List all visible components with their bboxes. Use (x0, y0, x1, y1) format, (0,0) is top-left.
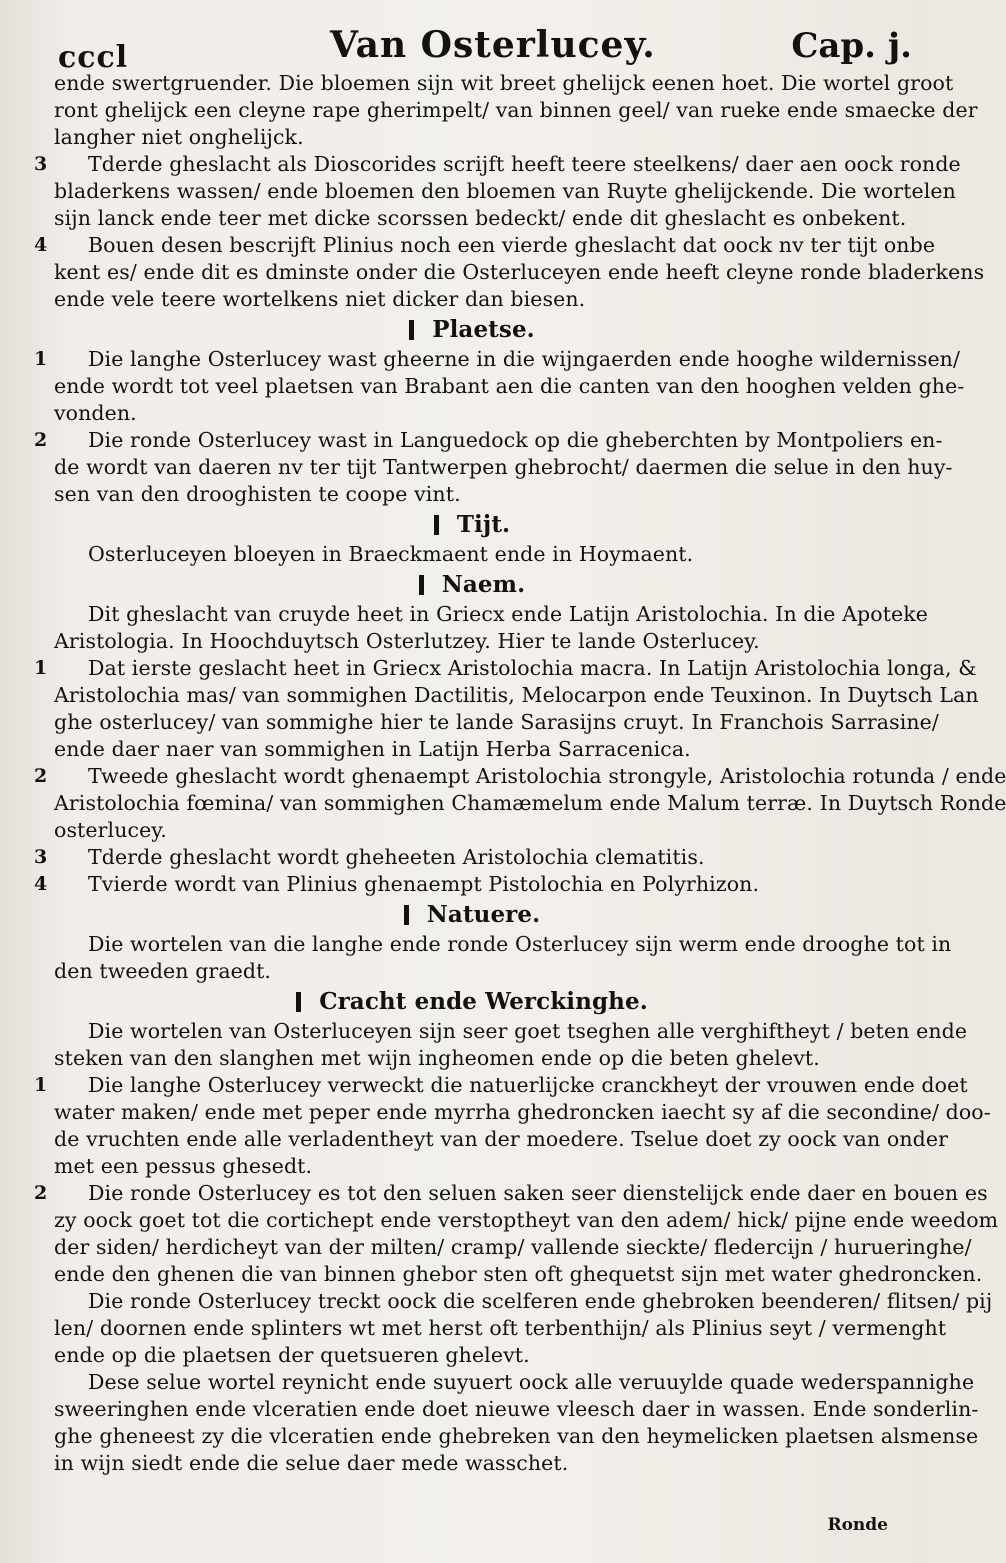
line-text: Cracht ende Werckinghe. (319, 988, 648, 1015)
line-text: ghe osterlucey/ van sommighe hier te lande Sarasijns cruyt. In Franchois Sarrasine/ (54, 710, 939, 734)
text-line (54, 454, 953, 481)
text-line (34, 232, 936, 259)
line-text: in wijn siedt ende die selue daer mede wasschet. (54, 1451, 569, 1475)
text-line (54, 70, 954, 97)
line-text: Tweede gheslacht wordt ghenaempt Aristolochia strongyle, Aristolochia rotunda / ende (88, 764, 1006, 788)
line-text: sen van den drooghisten te coope vint. (54, 482, 461, 506)
pilcrow-icon (434, 515, 453, 535)
text-line (54, 1396, 979, 1423)
text-line (54, 1153, 890, 1180)
folio-number: cccl (58, 40, 129, 75)
item-number: 2 (34, 765, 48, 787)
line-text: zy oock goet tot die cortichept ende verstoptheyt van den adem/ hick/ pijne ende weedom (54, 1208, 999, 1232)
line-text: vonden. (54, 401, 137, 425)
line-text: Aristolochia mas/ van sommighen Dactilitis, Melocarpon ende Teuxinon. In Duytsch Lan (54, 683, 979, 707)
line-text: ront ghelijck een cleyne rape gherimpelt/ van binnen geel/ van rueke ende smaecke der (54, 98, 978, 122)
line-text: water maken/ ende met peper ende myrrha ghedroncken iaecht sy af die secondine/ doo- (54, 1100, 991, 1124)
item-number: 1 (34, 1074, 48, 1096)
text-line (34, 1072, 968, 1099)
text-line (54, 1261, 983, 1288)
text-line (34, 655, 977, 682)
text-line (54, 124, 890, 151)
text-line (34, 763, 1006, 790)
text-line (54, 628, 890, 655)
line-text: Die ronde Osterlucey wast in Languedock op die gheberchten by Montpoliers en- (88, 428, 943, 452)
text-line (54, 1450, 890, 1477)
line-text: len/ doornen ende splinters wt met herst oft terbenthijn/ als Plinius seyt / vermenght (54, 1316, 947, 1340)
text-line (54, 97, 978, 124)
text-line (54, 1099, 991, 1126)
line-text: Die ronde Osterlucey es tot den seluen saken seer dienstelijck ende daer en bouen es (88, 1181, 988, 1205)
line-text: ende daer naer van sommighen in Latijn Herba Sarracenica. (54, 737, 691, 761)
text-line (34, 346, 960, 373)
item-number: 2 (34, 1182, 48, 1204)
line-text: sijn lanck ende teer met dicke scorssen bedeckt/ ende dit gheslacht es onbekent. (54, 206, 907, 230)
text-line (34, 151, 961, 178)
text-line (54, 709, 939, 736)
line-text: Bouen desen bescrijft Plinius noch een vierde gheslacht dat oock nv ter tijt onbe (88, 233, 936, 257)
text-line (54, 178, 956, 205)
line-text: de wordt van daeren nv ter tijt Tantwerpen ghebrocht/ daermen die selue in den huy- (54, 455, 953, 479)
line-text: Die langhe Osterlucey wast gheerne in die wijngaerden ende hooghe wildernissen/ (88, 347, 960, 371)
line-text: Dat ierste geslacht heet in Griecx Aristolochia macra. In Latijn Aristolochia longa, & (88, 656, 977, 680)
line-text: ghe gheneest zy die vlceratien ende ghebreken van den heymelicken plaetsen alsmense (54, 1424, 979, 1448)
line-text: Plaetse. (432, 316, 535, 343)
line-text: Natuere. (426, 901, 541, 928)
text-line (54, 736, 890, 763)
item-number: 3 (34, 153, 48, 175)
pilcrow-icon (404, 905, 423, 925)
pilcrow-icon (409, 320, 428, 340)
line-text: der siden/ herdicheyt van der milten/ cramp/ vallende sieckte/ fledercijn / hurueringhe/ (54, 1235, 972, 1259)
catchword: Ronde (827, 1515, 888, 1535)
line-text: Die wortelen van Osterluceyen sijn seer goet tseghen alle verghiftheyt / beten ende (88, 1019, 968, 1043)
text-line (54, 1234, 972, 1261)
text-line (34, 871, 890, 898)
pilcrow-icon (296, 992, 315, 1012)
text-line (54, 1018, 968, 1045)
line-text: den tweeden graedt. (54, 959, 272, 983)
line-text: ende wordt tot veel plaetsen van Brabant aen die canten van den hooghen velden ghe- (54, 374, 965, 398)
text-line (54, 259, 985, 286)
text-line (54, 286, 890, 313)
line-text: ende vele teere wortelkens niet dicker dan biesen. (54, 287, 586, 311)
line-text: Tijt. (456, 511, 511, 538)
line-text: Tderde gheslacht als Dioscorides scrijft heeft teere steelkens/ daer aen oock ronde (88, 152, 961, 176)
item-number: 4 (34, 234, 48, 256)
line-text: Die langhe Osterlucey verweckt die natuerlijcke cranckheyt der vrouwen ende doet (88, 1073, 968, 1097)
item-number: 1 (34, 657, 48, 679)
text-line (34, 427, 943, 454)
item-number: 1 (34, 348, 48, 370)
text-line (54, 817, 890, 844)
text-body (34, 70, 1006, 1477)
running-title: Van Osterlucey. (330, 24, 656, 66)
line-text: de vruchten ende alle verladentheyt van der moedere. Tselue doet zy oock van onder (54, 1127, 949, 1151)
item-number: 2 (34, 429, 48, 451)
text-line (54, 601, 929, 628)
line-text: steken van den slanghen met wijn ingheomen ende op die beten ghelevt. (54, 1046, 820, 1070)
text-line (54, 541, 890, 568)
line-text: Aristologia. In Hoochduytsch Osterlutzey. Hier te lande Osterlucey. (54, 629, 760, 653)
line-text: Die wortelen van die langhe ende ronde Osterlucey sijn werm ende drooghe tot in (88, 932, 952, 956)
text-line (54, 1423, 979, 1450)
text-line (54, 373, 965, 400)
text-line (54, 1045, 890, 1072)
line-text: kent es/ ende dit es dminste onder die Osterluceyen ende heeft cleyne ronde bladerkens (54, 260, 985, 284)
line-text: Dese selue wortel reynicht ende suyuert oock alle veruuylde quade wederspannighe (88, 1370, 975, 1394)
text-line (54, 931, 952, 958)
text-line (54, 682, 979, 709)
text-line (54, 400, 890, 427)
line-text: sweeringhen ende vlceratien ende doet nieuwe vleesch daer in wassen. Ende sonderlin- (54, 1397, 979, 1421)
line-text: Dit gheslacht van cruyde heet in Griecx ende Latijn Aristolochia. In die Apoteke (88, 602, 929, 626)
line-text: langher niet onghelijck. (54, 125, 304, 149)
text-line (54, 205, 907, 232)
text-line (54, 1342, 890, 1369)
text-line (54, 1315, 947, 1342)
text-line (54, 790, 1006, 817)
chapter-label: Cap. j. (791, 26, 912, 66)
text-line (54, 1207, 999, 1234)
text-line (54, 1126, 949, 1153)
line-text: ende swertgruender. Die bloemen sijn wit breet ghelijck eenen hoet. Die wortel groot (54, 71, 954, 95)
item-number: 4 (34, 873, 48, 895)
text-line (54, 481, 890, 508)
item-number: 3 (34, 846, 48, 868)
section-heading (54, 508, 890, 541)
line-text: Die ronde Osterlucey treckt oock die scelferen ende ghebroken beenderen/ flitsen/ pij (88, 1289, 993, 1313)
text-line (34, 1180, 988, 1207)
line-text: ende op die plaetsen der quetsueren ghelevt. (54, 1343, 530, 1367)
pilcrow-icon (419, 575, 438, 595)
line-text: Tvierde wordt van Plinius ghenaempt Pistolochia en Polyrhizon. (88, 872, 760, 896)
line-text: ende den ghenen die van binnen ghebor sten oft ghequetst sijn met water ghedroncken. (54, 1262, 983, 1286)
text-line (34, 844, 890, 871)
text-line (54, 1288, 993, 1315)
line-text: Aristolochia fœmina/ van sommighen Chamæmelum ende Malum terræ. In Duytsch Ronde (54, 791, 1006, 815)
section-heading (54, 898, 890, 931)
section-heading (54, 313, 890, 346)
section-heading (54, 568, 890, 601)
line-text: Tderde gheslacht wordt gheheeten Aristolochia clematitis. (88, 845, 705, 869)
section-heading (54, 985, 890, 1018)
line-text: met een pessus ghesedt. (54, 1154, 313, 1178)
line-text: osterlucey. (54, 818, 167, 842)
line-text: Osterluceyen bloeyen in Braeckmaent ende in Hoymaent. (88, 542, 694, 566)
text-line (54, 1369, 975, 1396)
line-text: bladerkens wassen/ ende bloemen den bloemen van Ruyte ghelijckende. Die wortelen (54, 179, 956, 203)
text-line (54, 958, 890, 985)
line-text: Naem. (441, 571, 526, 598)
